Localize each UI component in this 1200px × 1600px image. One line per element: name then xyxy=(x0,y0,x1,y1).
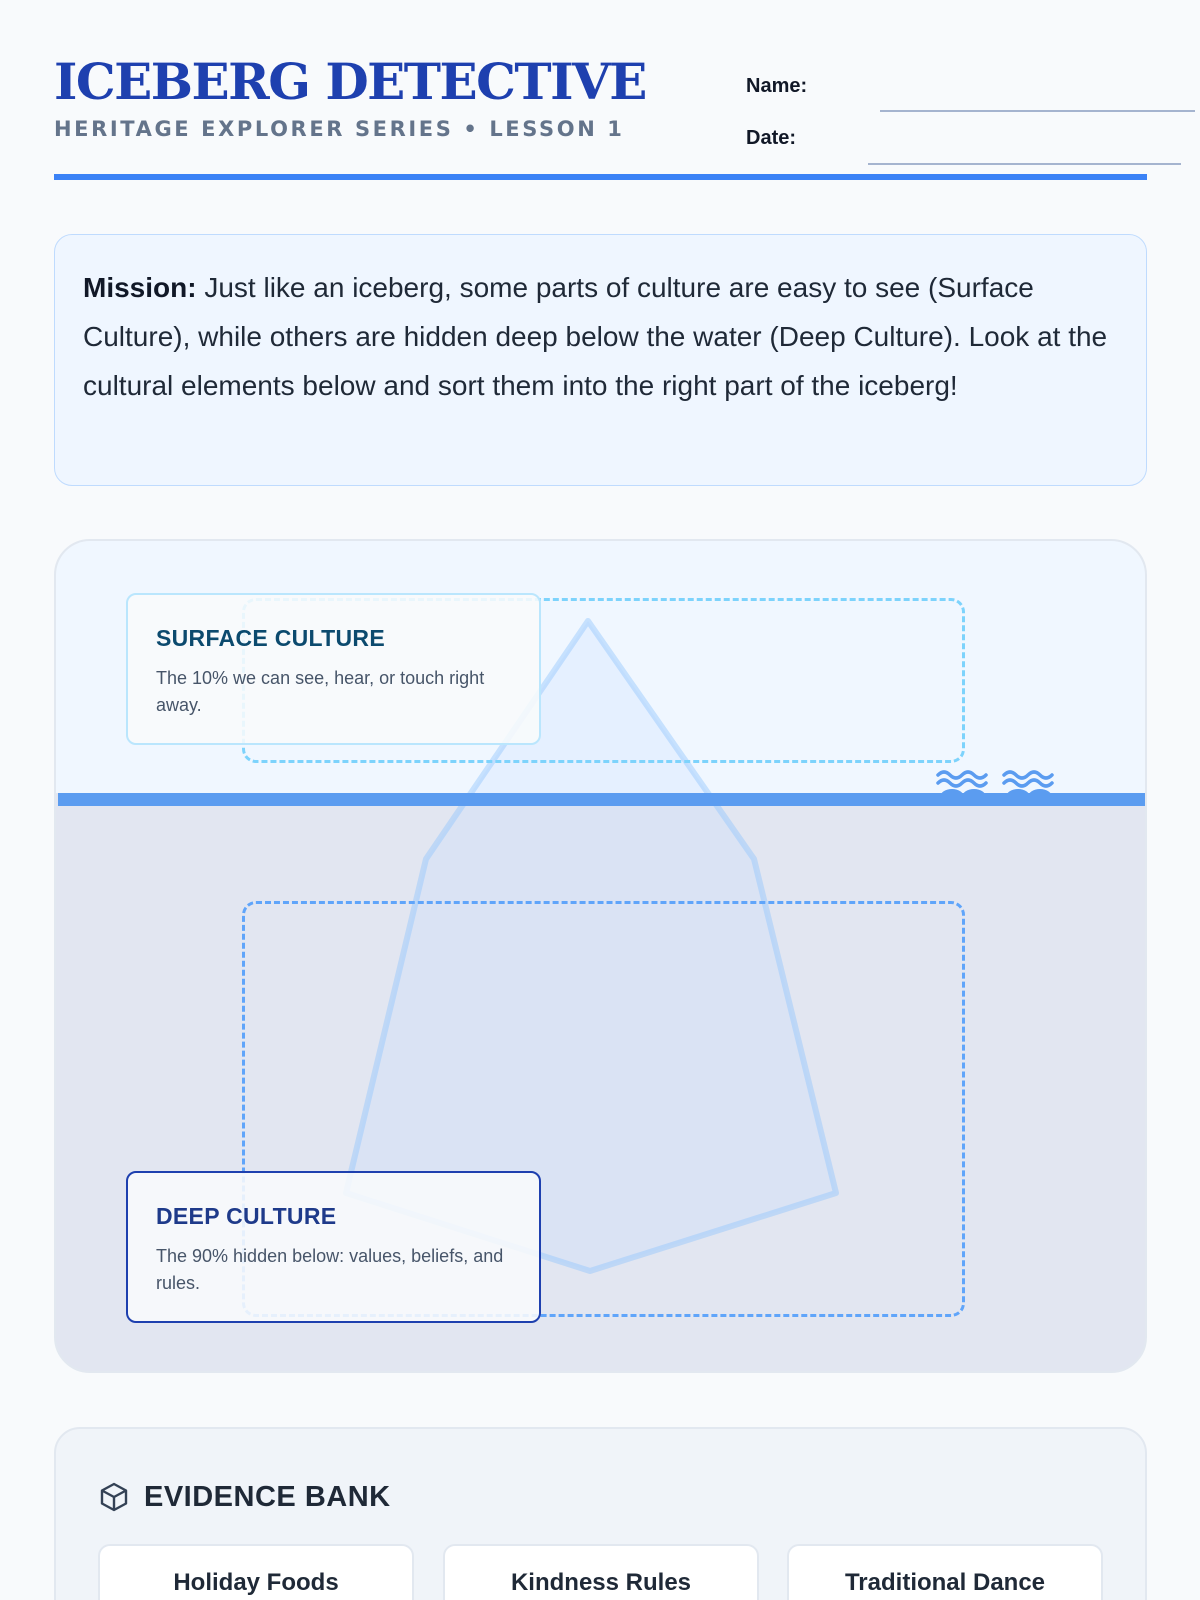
evidence-bank xyxy=(54,1427,1147,1600)
date-field xyxy=(746,110,1200,150)
evidence-bank-title: EVIDENCE BANK xyxy=(144,1481,391,1513)
page-subtitle: HERITAGE EXPLORER SERIES • LESSON 1 xyxy=(54,117,625,141)
deep-culture-description: The 90% hidden below: values, beliefs, and rules. xyxy=(156,1246,504,1293)
cube-icon xyxy=(98,1481,130,1513)
name-field xyxy=(746,58,1200,98)
date-input-line[interactable] xyxy=(868,163,1181,165)
surface-culture-title: SURFACE CULTURE xyxy=(156,625,385,651)
mission-box xyxy=(54,234,1147,486)
surface-culture-description: The 10% we can see, hear, or touch right away. xyxy=(156,668,485,715)
page-title: ICEBERG DETECTIVE xyxy=(54,52,646,111)
mission-text: Just like an iceberg, some parts of culture are easy to see (Surface Culture), while others are hidden deep below the water (Deep Culture). Look at the cultural elements below and sort them into the right part of the iceberg! xyxy=(83,272,1108,401)
deep-culture-card xyxy=(126,1171,541,1323)
evidence-card-kindness-rules[interactable]: Kindness Rules xyxy=(443,1544,759,1600)
worksheet-header xyxy=(54,40,1147,180)
date-label: Date: xyxy=(746,127,797,149)
mission-label: Mission: xyxy=(83,272,197,303)
name-label: Name: xyxy=(746,75,808,97)
deep-culture-title: DEEP CULTURE xyxy=(156,1203,337,1229)
surface-culture-card xyxy=(126,593,541,745)
evidence-card-holiday-foods[interactable]: Holiday Foods xyxy=(98,1544,414,1600)
iceberg-diagram xyxy=(54,539,1147,1373)
evidence-card-traditional-dance[interactable]: Traditional Dance xyxy=(787,1544,1103,1600)
